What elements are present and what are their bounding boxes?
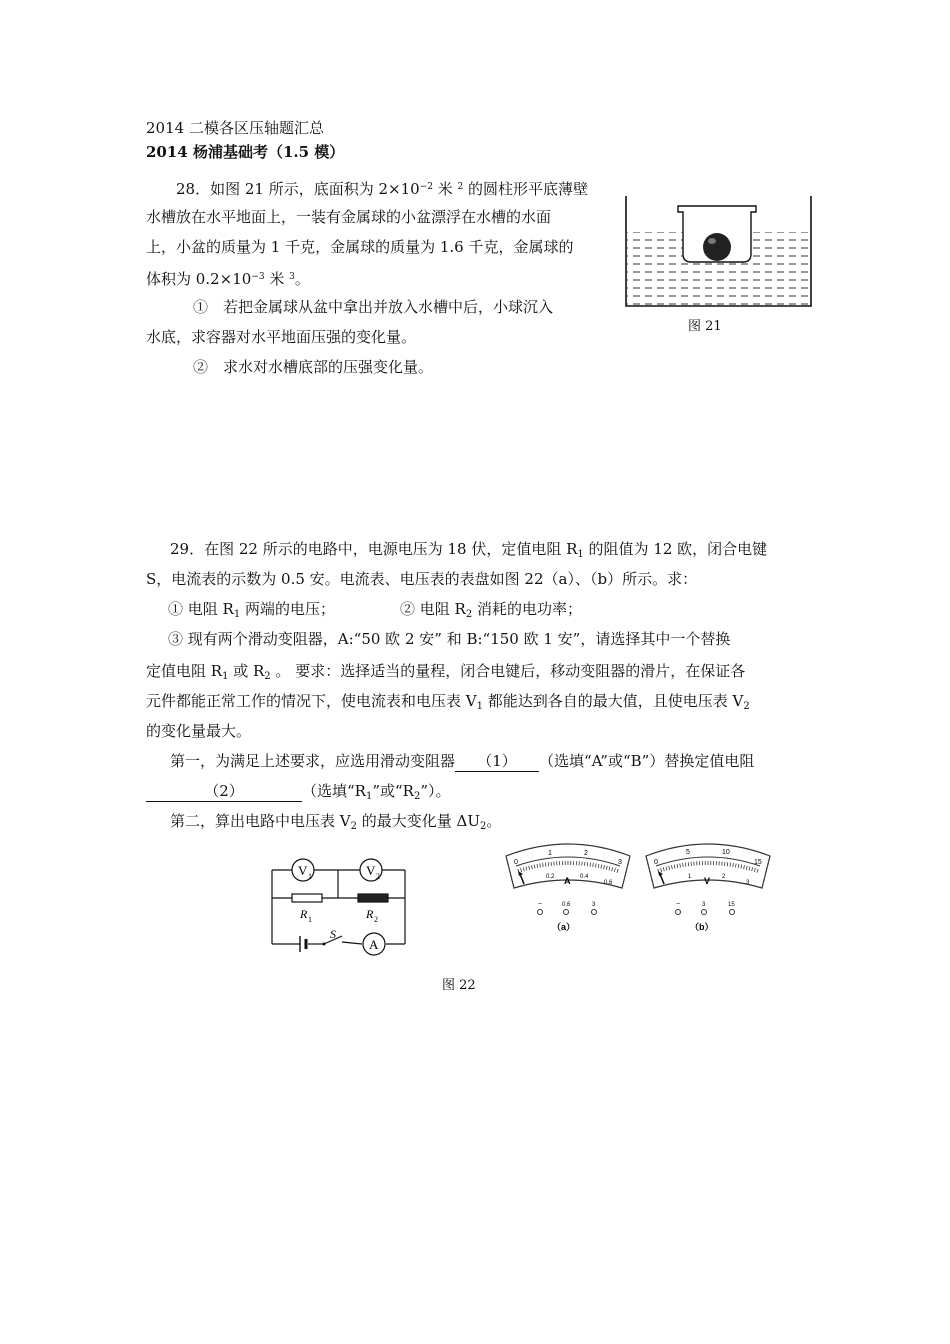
q28-line-4: 体积为 $0.2\times 10^{-3}$ 米 $^3$。 <box>146 270 310 288</box>
voltmeter-v2-symbol <box>360 859 382 881</box>
q28-subquestion-1-cont: 水底，求容器对水平地面压强的变化量。 <box>146 328 417 346</box>
ammeter-caption: （a） <box>552 922 576 932</box>
q28-line-1: 28．如图 21 所示，底面积为 $2\times 10^{-2}$ 米 $^2$ 的圆柱形平底薄壁 <box>176 180 589 198</box>
figure-22a-ammeter-dial <box>500 838 636 934</box>
figure-22b-voltmeter-dial <box>640 838 776 934</box>
ammeter-tick-1: 1 <box>548 850 552 857</box>
voltmeter-v1-symbol <box>292 859 314 881</box>
figure-21-caption: 图 21 <box>688 319 722 334</box>
resistor-r1-symbol <box>292 894 322 924</box>
svg-text:R: R <box>366 907 374 921</box>
ammeter-inner-tick-2: 0.6 <box>604 880 613 886</box>
q29-fill-in-1: 第一，为满足上述要求，应选用滑动变阻器 （1） （选填“A”或“B”）替换定值电阻 <box>170 752 755 770</box>
ammeter-tick-3: 3 <box>618 859 622 866</box>
ammeter-terminal-0-6: 0.6 <box>562 902 571 908</box>
ammeter-inner-tick-1: 0.4 <box>580 874 589 880</box>
battery-symbol <box>300 936 306 952</box>
figure-21-water-tank <box>620 188 816 312</box>
q28-subquestion-1: ① 若把金属球从盆中拿出并放入水槽中后，小球沉入 <box>193 298 554 316</box>
ammeter-a-symbol <box>363 933 385 955</box>
q29-line-6: 的变化量最大。 <box>146 722 252 740</box>
ammeter-tick-2: 2 <box>584 850 588 857</box>
voltmeter-terminal-3: 3 <box>702 902 706 908</box>
figure-22-caption: 图 22 <box>442 978 476 993</box>
document-title: 2014 二模各区压轴题汇总 <box>146 119 324 137</box>
answer-blank-1[interactable]: （1） <box>455 752 539 772</box>
q28-line-2: 水槽放在水平地面上，一装有金属球的小盆漂浮在水槽的水面 <box>146 208 552 226</box>
ammeter-terminal-3: 3 <box>592 902 596 908</box>
ammeter-inner-tick-0: 0.2 <box>546 874 555 880</box>
q29-line-5: 元件都能正常工作的情况下，使电流表和电压表 $V_1$ 都能达到各自的最大值，且使电压表 $V_2$ <box>146 692 750 712</box>
svg-text:A: A <box>369 937 379 952</box>
voltmeter-label: V <box>704 876 711 886</box>
q29-line-4: 定值电阻 $R_1$ 或 $R_2$ 。 要求：选择适当的量程，闭合电键后，移动变阻器的滑片，在保证各 <box>146 662 746 682</box>
q29-line-2: S，电流表的示数为 0.5 安。电流表、电压表的表盘如图 22（a）、（b）所示。求： <box>146 570 698 588</box>
svg-text:1: 1 <box>308 872 312 881</box>
section-title: 2014 杨浦基础考（1.5 模） <box>146 143 345 161</box>
voltmeter-inner-tick-2: 2 <box>722 874 726 880</box>
voltmeter-inner-tick-3: 3 <box>746 880 750 886</box>
voltmeter-terminal-15: 15 <box>728 902 735 908</box>
resistor-r2-symbol <box>358 894 388 924</box>
ammeter-label: A <box>564 876 571 886</box>
svg-text:2: 2 <box>376 872 380 881</box>
svg-text:V: V <box>366 863 376 878</box>
svg-text:2: 2 <box>374 915 378 924</box>
answer-blank-2[interactable]: （2） <box>146 782 302 802</box>
voltmeter-inner-tick-1: 1 <box>688 874 692 880</box>
ammeter-terminal-minus: − <box>538 901 543 908</box>
svg-text:1: 1 <box>308 915 312 924</box>
voltmeter-caption: （b） <box>690 922 714 932</box>
figure-22-circuit <box>262 852 422 958</box>
q29-line-1: 29．在图 22 所示的电路中，电源电压为 18 伏，定值电阻 $R_1$ 的阻值为 12 欧，闭合电键 <box>170 540 768 560</box>
svg-text:R: R <box>300 907 308 921</box>
voltmeter-tick-10: 10 <box>722 849 730 856</box>
q29-fill-in-2: （2） （选填“$R_1$”或“$R_2$”）。 <box>146 782 451 806</box>
q28-line-3: 上，小盆的质量为 1 千克，金属球的质量为 1.6 千克，金属球的 <box>146 238 574 256</box>
svg-text:S: S <box>330 927 336 941</box>
voltmeter-tick-0: 0 <box>654 859 658 866</box>
voltmeter-terminal-minus: − <box>676 901 681 908</box>
voltmeter-tick-5: 5 <box>686 849 690 856</box>
q29-subquestion-2: ② 电阻 $R_2$ 消耗的电功率； <box>400 600 582 620</box>
q29-subquestion-1: ① 电阻 $R_1$ 两端的电压； <box>168 600 335 620</box>
q28-subquestion-2: ② 求水对水槽底部的压强变化量。 <box>193 358 434 376</box>
ammeter-tick-0: 0 <box>514 859 518 866</box>
voltmeter-tick-15: 15 <box>754 859 762 866</box>
svg-text:V: V <box>298 863 308 878</box>
q29-second-part: 第二，算出电路中电压表 $V_2$ 的最大变化量 $\Delta U_2$。 <box>170 812 502 832</box>
q29-subquestion-3: ③ 现有两个滑动变阻器，A:“50 欧 2 安” 和 B:“150 欧 1 安”，请选择其中一个替换 <box>168 630 731 648</box>
switch-s-symbol <box>323 927 343 946</box>
